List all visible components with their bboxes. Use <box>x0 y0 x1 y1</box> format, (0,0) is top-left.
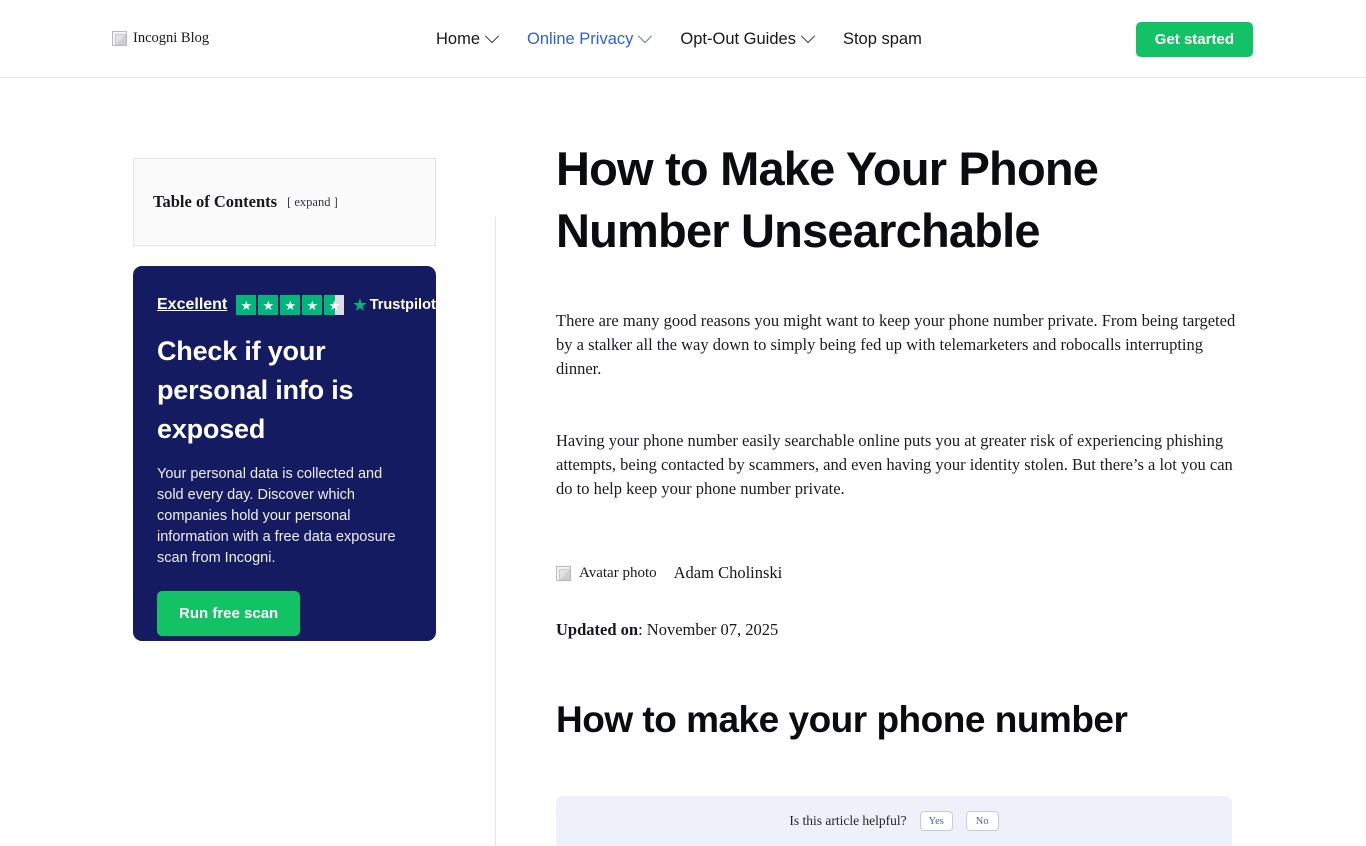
star-icon: ★ <box>302 295 322 315</box>
article-section-heading: How to make your phone number <box>556 699 1128 740</box>
updated-on-label: Updated on <box>556 620 639 639</box>
feedback-no-button[interactable]: No <box>966 811 999 831</box>
trustpilot-brand-label: Trustpilot <box>369 297 436 313</box>
nav-item-opt-out-guides-label: Opt-Out Guides <box>680 29 796 48</box>
site-logo-alt-text: Incogni Blog <box>133 30 210 46</box>
star-half-icon: ★ <box>324 295 344 315</box>
feedback-yes-button[interactable]: Yes <box>920 811 953 831</box>
updated-on-value: : November 07, 2025 <box>638 620 779 639</box>
site-logo[interactable] <box>112 30 209 47</box>
table-of-contents-title: Table of Contents <box>153 192 278 211</box>
page-body <box>0 78 1366 828</box>
nav-item-opt-out-guides[interactable] <box>680 30 813 49</box>
nav-item-online-privacy[interactable] <box>527 30 650 49</box>
article-feedback-bar <box>556 796 1232 846</box>
promo-body-text: Your personal data is collected and sold every day. Discover which companies hold your personal information with a free data exposure scan from Incogni. <box>157 466 396 566</box>
trustpilot-rating-label: Excellent <box>157 296 228 313</box>
trustpilot-star-icon: ★ <box>353 297 367 314</box>
trustpilot-brand <box>353 296 436 314</box>
avatar-broken-image-icon <box>556 566 571 581</box>
main-navigation <box>436 0 952 78</box>
nav-item-home[interactable] <box>436 30 497 49</box>
trustpilot-rating <box>157 294 436 316</box>
star-icon: ★ <box>236 295 256 315</box>
star-icon: ★ <box>258 295 278 315</box>
promo-heading: Check if your personal info is exposed <box>157 336 354 444</box>
content-divider <box>495 217 496 846</box>
feedback-question: Is this article helpful? <box>789 813 907 828</box>
sidebar <box>133 158 436 641</box>
nav-item-home-label: Home <box>436 29 481 48</box>
chevron-down-icon <box>485 29 499 43</box>
article-paragraph-1: There are many good reasons you might want to keep your phone number private. From being targeted by a stalker all the way down to simply being fed up with telemarketers and robocalls interrupting dinner. <box>556 311 1236 378</box>
updated-on <box>556 620 1236 640</box>
article-paragraph-2: Having your phone number easily searchable online puts you at greater risk of experiencing phishing attempts, being contacted by scammers, and even having your identity stolen. But there’s a lot you can do to help keep your phone number private. <box>556 431 1233 498</box>
nav-item-stop-spam-label: Stop spam <box>842 29 922 48</box>
nav-item-stop-spam[interactable] <box>843 30 922 49</box>
page-title: How to Make Your Phone Number Unsearchable <box>556 142 1099 257</box>
chevron-down-icon <box>801 29 815 43</box>
table-of-contents[interactable] <box>133 158 436 246</box>
nav-item-online-privacy-label: Online Privacy <box>527 29 634 48</box>
chevron-down-icon <box>638 29 652 43</box>
get-started-button[interactable]: Get started <box>1136 22 1253 57</box>
table-of-contents-expand-toggle[interactable]: [ expand ] <box>287 194 338 209</box>
article <box>556 138 1236 774</box>
article-byline <box>556 563 1236 583</box>
promo-card <box>133 266 436 641</box>
avatar-alt-text: Avatar photo <box>579 564 657 581</box>
author-name: Adam Cholinski <box>673 563 783 582</box>
site-header <box>0 0 1366 78</box>
trustpilot-stars <box>236 295 344 315</box>
run-free-scan-button[interactable]: Run free scan <box>157 591 300 636</box>
broken-image-icon <box>112 31 127 46</box>
star-icon: ★ <box>280 295 300 315</box>
